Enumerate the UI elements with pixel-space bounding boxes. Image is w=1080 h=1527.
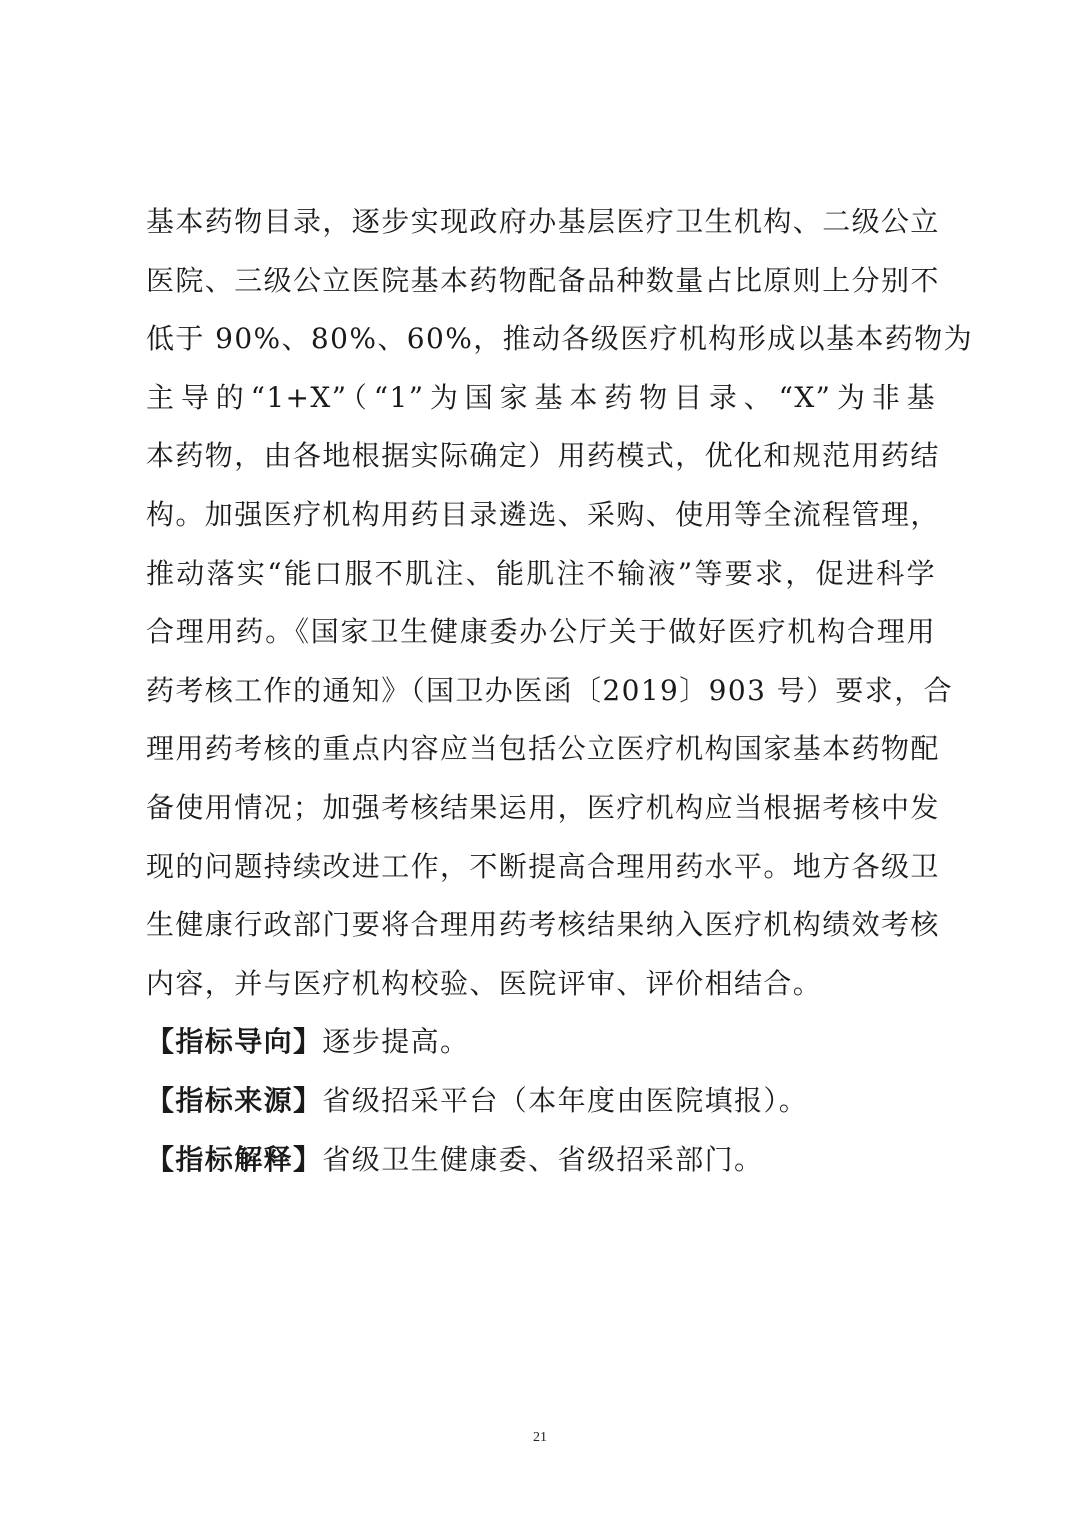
paragraph-line: 合理用药。《国家卫生健康委办公厅关于做好医疗机构合理用 [146, 615, 936, 649]
indicator-label: 【指标导向】 [146, 1025, 323, 1059]
paragraph-line: 现的问题持续改进工作，不断提高合理用药水平。地方各级卫 [146, 849, 940, 883]
paragraph-line: 低于 90%、80%、60%，推动各级医疗机构形成以基本药物为 [146, 322, 974, 356]
indicator-source [146, 1072, 936, 1131]
paragraph-line: 构。加强医疗机构用药目录遴选、采购、使用等全流程管理， [146, 497, 940, 531]
paragraph-line: 医院、三级公立医院基本药物配备品种数量占比原则上分别不 [146, 263, 940, 297]
indicator-label: 【指标解释】 [146, 1142, 323, 1176]
indicator-text: 省级招采平台（本年度由医院填报）。 [322, 1083, 809, 1117]
body-text [146, 193, 974, 1189]
indicator-label: 【指标来源】 [146, 1083, 323, 1117]
paragraph-line: 基本药物目录，逐步实现政府办基层医疗卫生机构、二级公立 [146, 205, 940, 238]
paragraph-line: 生健康行政部门要将合理用药考核结果纳入医疗机构绩效考核 [146, 908, 940, 942]
paragraph-line: 备使用情况；加强考核结果运用，医疗机构应当根据考核中发 [146, 790, 940, 824]
page-number: 21 [533, 1430, 547, 1445]
indicator-direction [146, 1013, 936, 1072]
paragraph-line: 主导的“1+X”（“1”为国家基本药物目录、“X”为非基 [146, 380, 936, 414]
indicator-text: 省级卫生健康委、省级招采部门。 [322, 1142, 764, 1176]
indicator-text: 逐步提高。 [322, 1025, 470, 1059]
paragraph-line: 推动落实“能口服不肌注、能肌注不输液”等要求，促进科学 [146, 556, 936, 590]
paragraph-line: 理用药考核的重点内容应当包括公立医疗机构国家基本药物配 [146, 732, 940, 766]
paragraph-line: 本药物，由各地根据实际确定）用药模式，优化和规范用药结 [146, 439, 940, 473]
indicator-explanation [146, 1131, 936, 1190]
paragraph-line: 药考核工作的通知》（国卫办医函〔2019〕903 号）要求，合 [146, 673, 954, 707]
paragraph-line: 内容，并与医疗机构校验、医院评审、评价相结合。 [146, 966, 823, 1000]
